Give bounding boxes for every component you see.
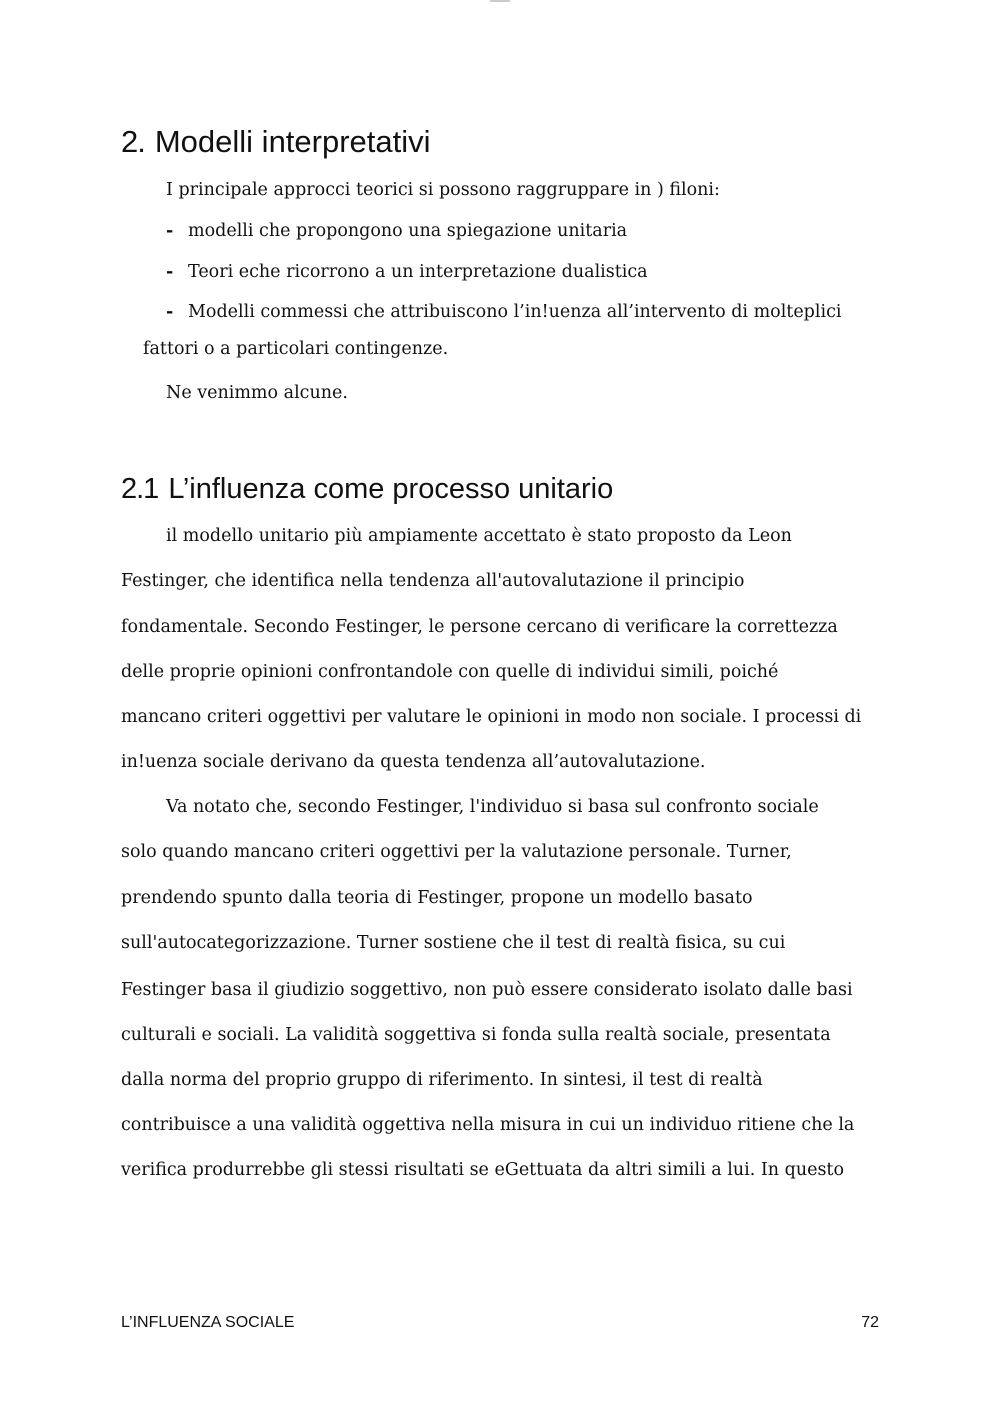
top-scan-mark: [490, 0, 510, 2]
body-line: delle proprie opinioni confrontandole con quelle di individui simili, poiché: [121, 662, 779, 682]
body-line: Festinger basa il giudizio soggettivo, non può essere considerato isolato dalle basi: [121, 980, 853, 1000]
section-2-1-heading: [121, 473, 613, 506]
body-line: verifica produrrebbe gli stessi risultati se eGettuata da altri simili a lui. In questo: [121, 1160, 844, 1180]
body-line: in!uenza sociale derivano da questa tendenza all’autovalutazione.: [121, 752, 706, 772]
section-2-title: Modelli interpretativi: [154, 124, 431, 159]
body-line: culturali e sociali. La validità soggettiva si fonda sulla realtà sociale, presentata: [121, 1025, 831, 1045]
body-line: mancano criteri oggettivi per valutare le opinioni in modo non sociale. I processi di: [121, 707, 862, 727]
body-line: sull'autocategorizzazione. Turner sostiene che il test di realtà fisica, su cui: [121, 933, 786, 953]
bullet-item: [166, 262, 648, 282]
body-line: Festinger, che identifica nella tendenza all'autovalutazione il principio: [121, 571, 745, 591]
section-2-closing: Ne venimmo alcune.: [166, 383, 348, 403]
body-line: Va notato che, secondo Festinger, l'individuo si basa sul confronto sociale: [166, 797, 819, 817]
section-2-intro: I principale approcci teorici si possono raggruppare in ) filoni:: [166, 180, 720, 200]
body-line: solo quando mancano criteri oggettivi per la valutazione personale. Turner,: [121, 842, 792, 862]
footer-running-title: L’INFLUENZA SOCIALE: [121, 1314, 295, 1331]
body-line: prendendo spunto dalla teoria di Festinger, propone un modello basato: [121, 888, 753, 908]
bullet-continuation: fattori o a particolari contingenze.: [143, 339, 449, 359]
section-2-1-number: 2.1: [121, 473, 159, 505]
bullet-item: [166, 221, 627, 241]
bullet-text: Modelli commessi che attribuiscono l’in!uenza all’intervento di molteplici: [188, 302, 842, 322]
body-line: contribuisce a una validità oggettiva nella misura in cui un individuo ritiene che la: [121, 1115, 855, 1135]
bullet-dash: -: [166, 262, 174, 282]
footer-page-number: 72: [861, 1314, 879, 1331]
bullet-text: Teori eche ricorrono a un interpretazione dualistica: [188, 262, 648, 282]
bullet-dash: -: [166, 221, 174, 241]
bullet-item: [166, 302, 841, 322]
section-2-1-title: L’influenza come processo unitario: [168, 473, 614, 505]
section-2-number: 2.: [121, 124, 145, 159]
bullet-text: modelli che propongono una spiegazione unitaria: [188, 221, 628, 241]
section-2-heading: [121, 124, 431, 160]
bullet-dash: -: [166, 302, 174, 322]
body-line: fondamentale. Secondo Festinger, le persone cercano di verificare la correttezza: [121, 617, 838, 637]
body-line: dalla norma del proprio gruppo di riferimento. In sintesi, il test di realtà: [121, 1070, 763, 1090]
body-line: il modello unitario più ampiamente accettato è stato proposto da Leon: [166, 526, 792, 546]
